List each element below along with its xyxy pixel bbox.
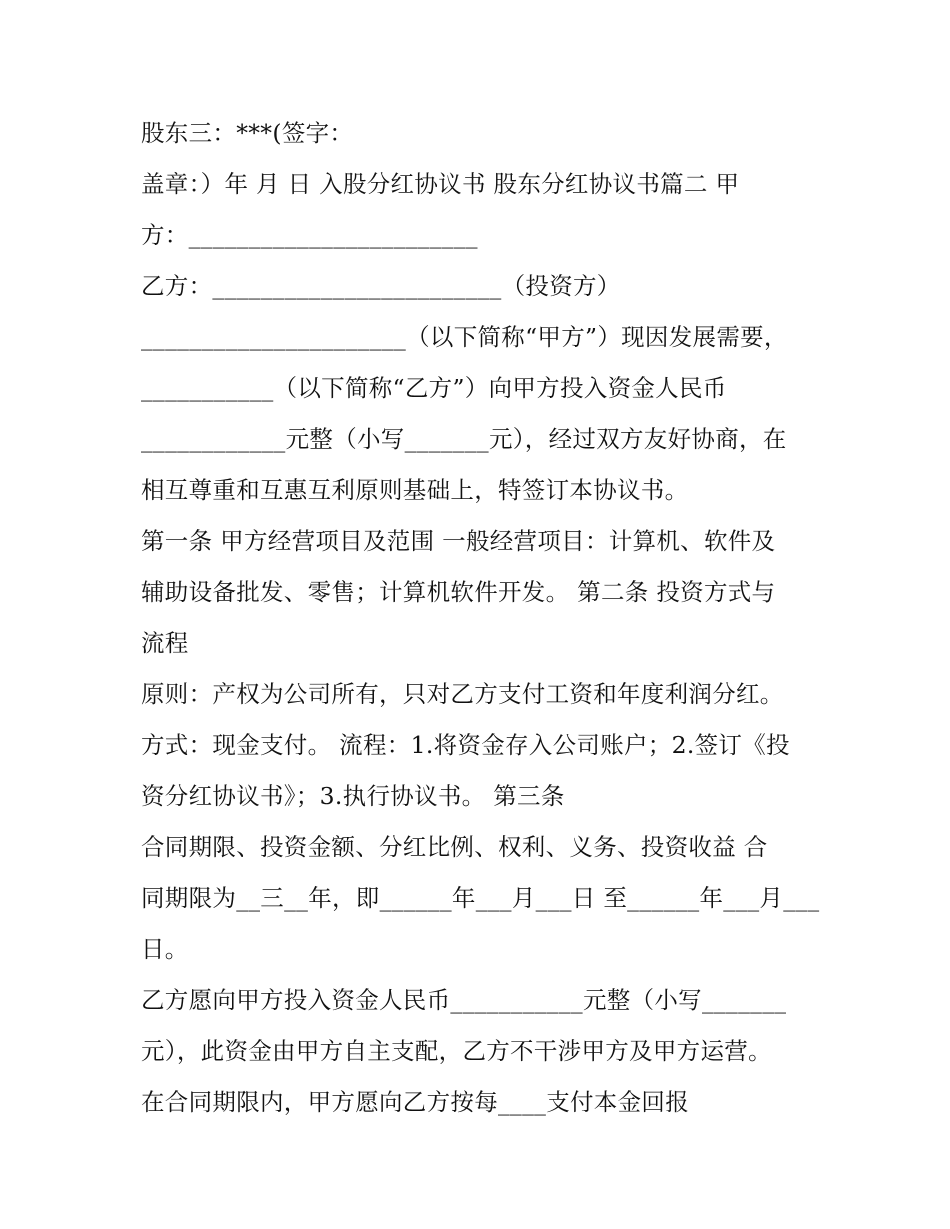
text-line: 原则：产权为公司所有，只对乙方支付工资和年度利润分红。	[141, 680, 784, 708]
text-line: 日。	[141, 935, 189, 963]
text-line: 股东三：***(签字：	[141, 119, 354, 147]
text-line: 辅助设备批发、零售；计算机软件开发。 第二条 投资方式与	[141, 578, 776, 606]
text-line: 资分红协议书》；3.执行协议书。 第三条	[141, 782, 565, 810]
text-line: 同期限为__三__年，即______年___月___日 至______年___月___	[141, 884, 820, 912]
text-line: 在合同期限内，甲方愿向乙方按每____支付本金回报	[141, 1088, 689, 1116]
text-line: 相互尊重和互惠互利原则基础上，特签订本协议书。	[141, 476, 689, 504]
text-line: 合同期限、投资金额、分红比例、权利、义务、投资收益 合	[141, 833, 768, 861]
text-line: 乙方愿向甲方投入资金人民币___________元整（小写_______	[141, 986, 787, 1014]
text-line: 乙方：________________________（投资方）	[141, 272, 621, 300]
document-body	[141, 108, 821, 1128]
text-line: ___________（以下简称“乙方”）向甲方投入资金人民币	[141, 374, 727, 402]
text-line: 盖章：）年 月 日 入股分红协议书 股东分红协议书篇二 甲	[141, 170, 740, 198]
text-line: 第一条 甲方经营项目及范围 一般经营项目：计算机、软件及	[141, 527, 776, 555]
text-line: ____________元整（小写_______元），经过双方友好协商，在	[141, 425, 787, 453]
text-line: 流程	[141, 629, 189, 657]
text-line: 方式：现金支付。 流程：1.将资金存入公司账户；2.签订《投	[141, 731, 790, 759]
text-line: 方：________________________	[141, 221, 478, 249]
text-line: 元），此资金由甲方自主支配，乙方不干涉甲方及甲方运营。	[141, 1037, 772, 1065]
text-line: ______________________（以下简称“甲方”）现因发展需要，	[141, 323, 788, 351]
